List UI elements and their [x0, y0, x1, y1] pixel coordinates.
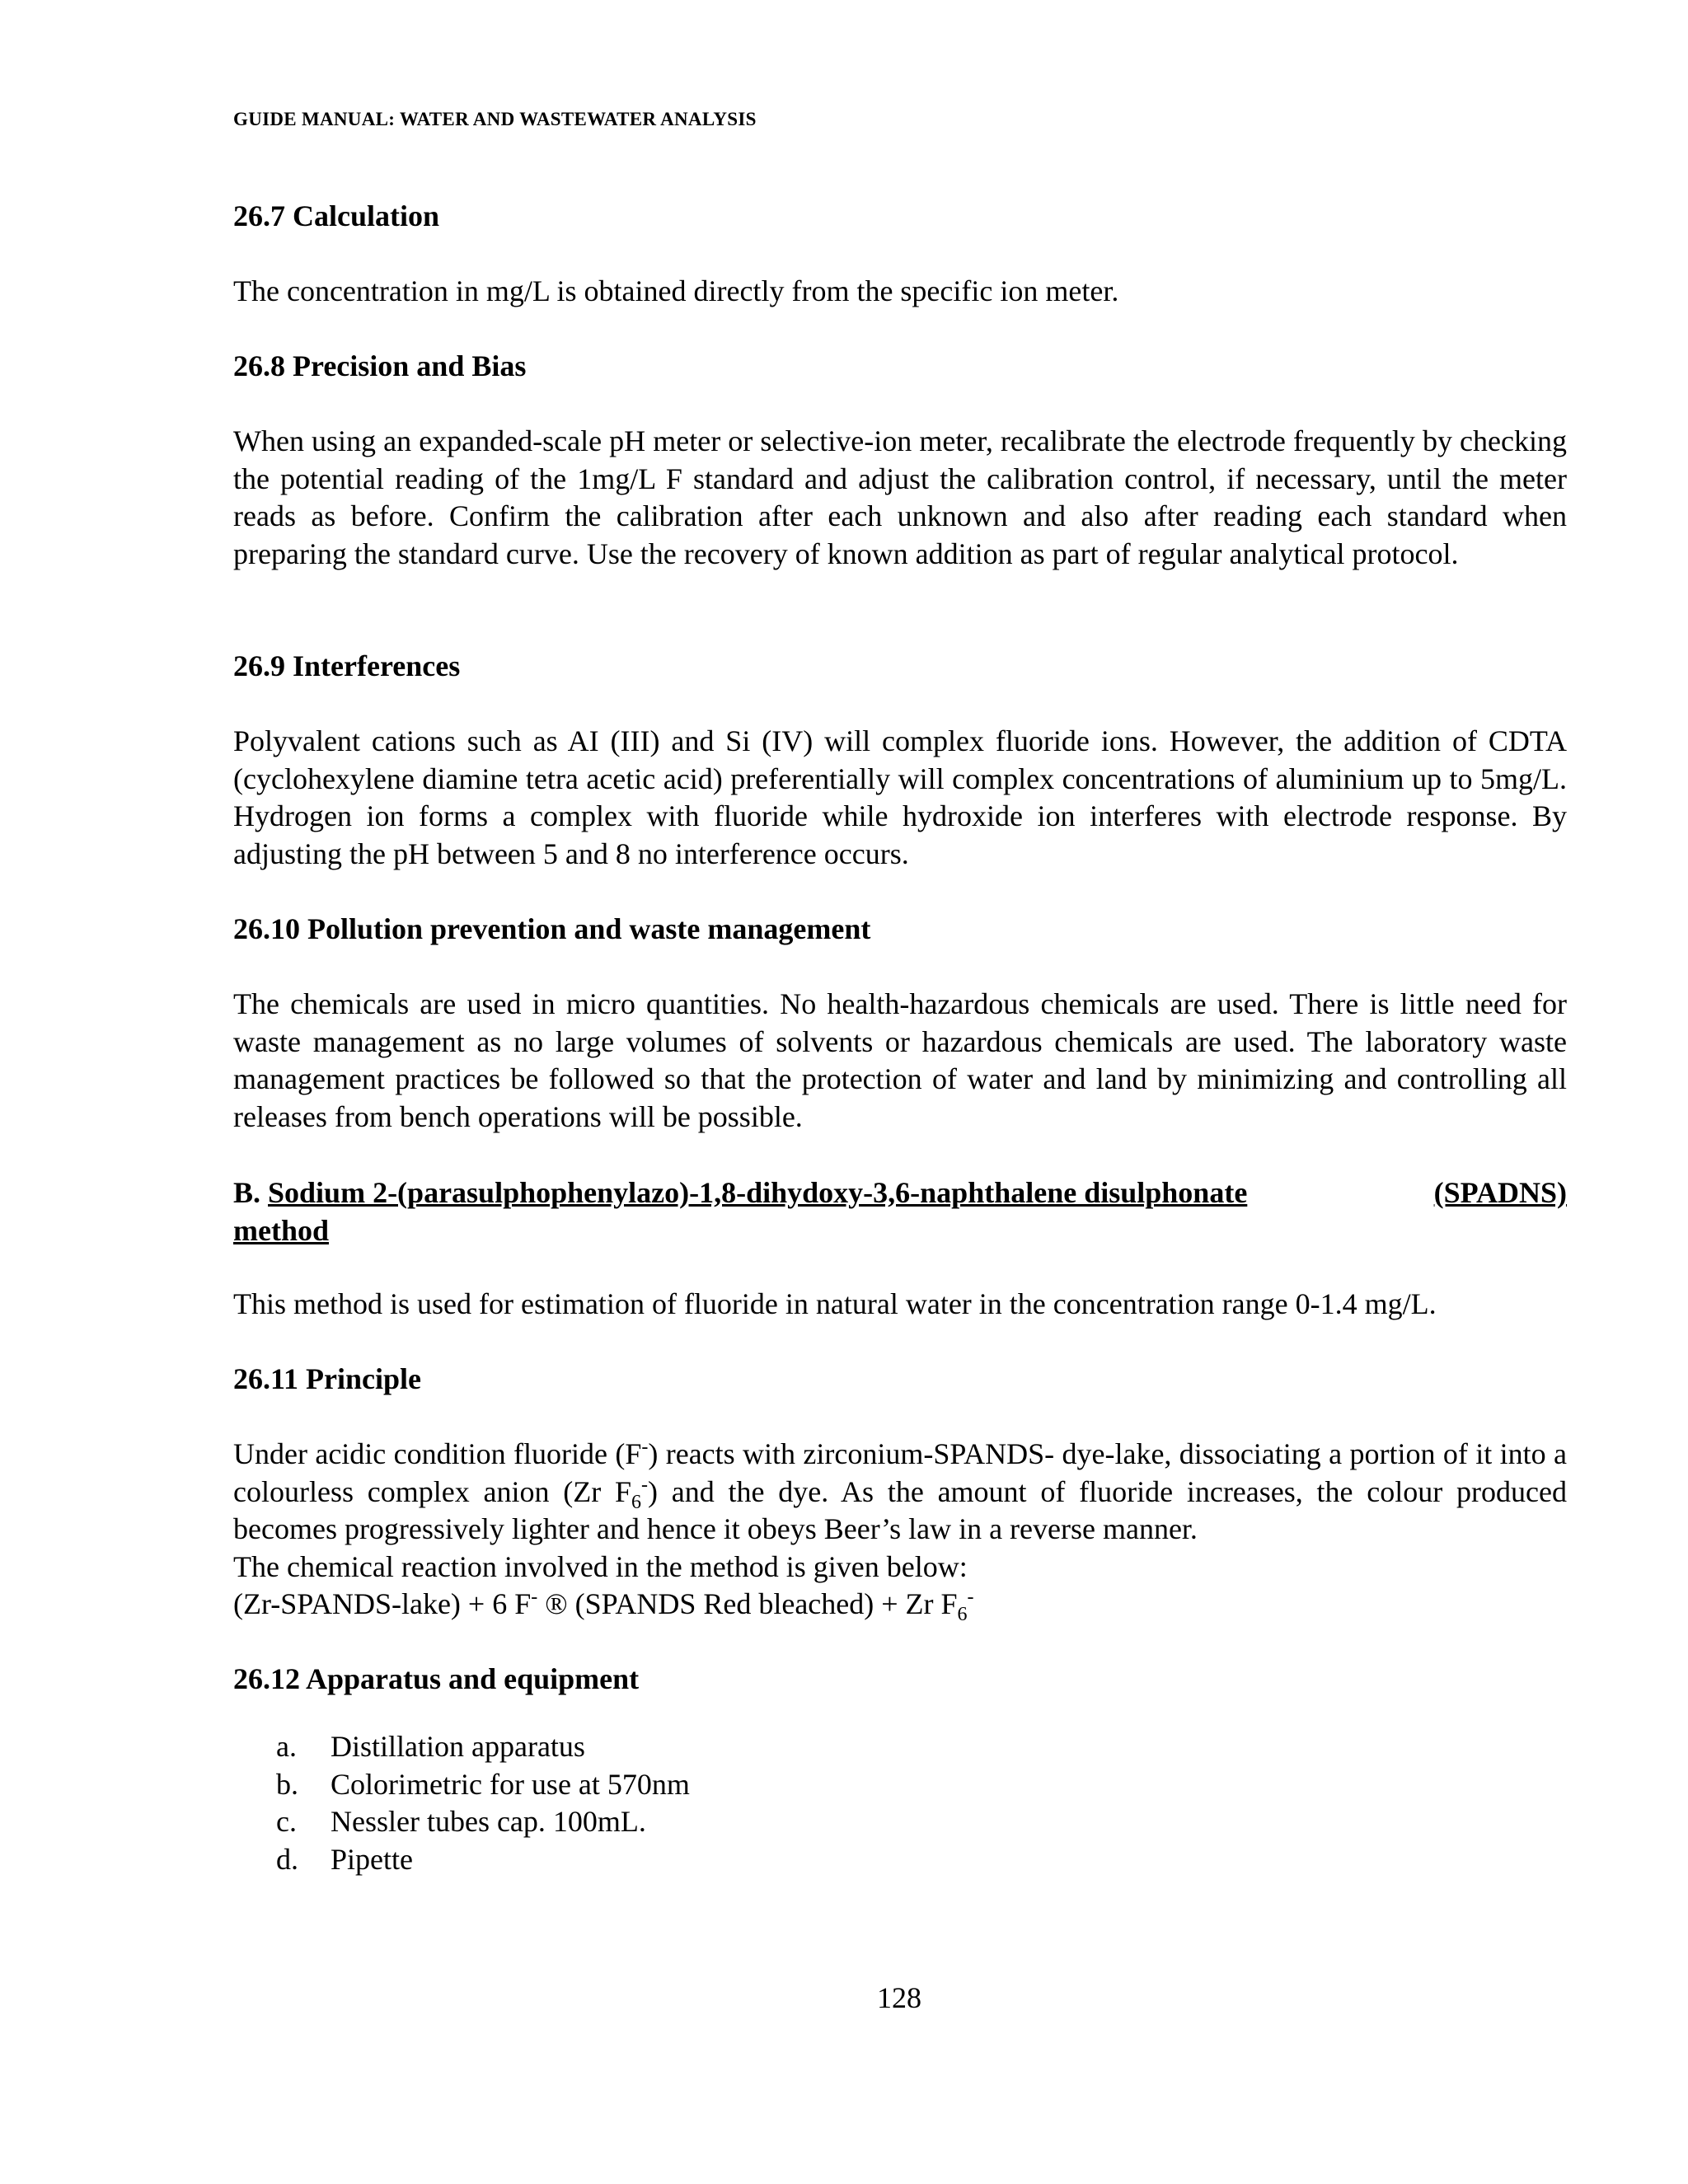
section-26-9: [233, 648, 1567, 684]
section-26-8: [233, 348, 1567, 384]
paragraph: The chemical reaction involved in the method is given below:: [233, 1549, 968, 1583]
section-26-8-body: [233, 423, 1567, 573]
section-heading: 26.12 Apparatus and equipment: [233, 1662, 640, 1695]
paragraph: Under acidic condition fluoride (F-) reacts with zirconium-SPANDS- dye-lake, dissociating a portion of it into a colourless complex anion (Zr $F_6^-$) and the dye. As the amount of fluoride increases, the colour produced becomes progressively lighter and hence it obeys Beer’s law in a reverse manner.: [233, 1436, 1567, 1545]
section-26-7: [233, 198, 1567, 234]
section-26-7-body: [233, 273, 1567, 311]
section-heading: 26.11 Principle: [233, 1362, 421, 1395]
section-26-12: [233, 1661, 1567, 1697]
apparatus-list: [276, 1728, 690, 1878]
method-title-part1: Sodium 2-(parasulphophenylazo)-1,8-dihydoxy-3,6-naphthalene disulphonate: [268, 1176, 1248, 1209]
section-26-9-body: [233, 723, 1567, 873]
paragraph: This method is used for estimation of fluoride in natural water in the concentration range 0-1.4 mg/L.: [233, 1287, 1437, 1320]
list-item: d. Pipette: [276, 1842, 413, 1876]
page-number: 128: [877, 1981, 921, 2014]
section-26-11: [233, 1361, 1567, 1397]
section-heading: 26.7 Calculation: [233, 199, 440, 232]
paragraph: When using an expanded-scale pH meter or selective-ion meter, recalibrate the electrode frequently by checking the potential reading of the 1mg/L F standard and adjust the calibration control, if necessary, until the meter reads as before. Confirm the calibration after each unknown and also after reading each standard when preparing the standard curve. Use the recovery of known addition as part of regular analytical protocol.: [233, 424, 1567, 570]
paragraph: The chemicals are used in micro quantities. No health-hazardous chemicals are used. There is little need for waste management as no large volumes of solvents or hazardous chemicals are used. The laboratory waste management practices be followed so that the protection of water and land by minimizing and controlling all releases from bench operations will be possible.: [233, 987, 1567, 1133]
reaction-equation: (Zr-SPANDS-lake) + 6 F- ® (SPANDS Red bleached) + Zr $F_6^-$: [233, 1586, 974, 1626]
list-item: a. Distillation apparatus: [276, 1730, 585, 1763]
section-heading: 26.8 Precision and Bias: [233, 349, 527, 382]
list-item: c. Nessler tubes cap. 100mL.: [276, 1805, 646, 1838]
method-title-line2: method: [233, 1214, 329, 1247]
section-heading: 26.9 Interferences: [233, 649, 461, 682]
paragraph: Polyvalent cations such as AI (III) and Si (IV) will complex fluoride ions. However, the addition of CDTA (cyclohexylene diamine tetra acetic acid) preferentially will complex concentrations of aluminium up to 5mg/L. Hydrogen ion forms a complex with fluoride while hydroxide ion interferes with electrode response. By adjusting the pH between 5 and 8 no interference occurs.: [233, 724, 1567, 870]
running-header: GUIDE MANUAL: WATER AND WASTEWATER ANALYSIS: [233, 109, 757, 129]
method-prefix: B.: [233, 1176, 261, 1209]
section-heading: 26.10 Pollution prevention and waste management: [233, 912, 871, 945]
list-item: b. Colorimetric for use at 570nm: [276, 1767, 690, 1801]
section-26-11-body: [233, 1436, 1567, 1624]
method-title-part2: (SPADNS): [1433, 1176, 1567, 1209]
method-b-body: [233, 1286, 1567, 1324]
method-b-title: [233, 1174, 1567, 1249]
section-26-10-body: [233, 986, 1567, 1136]
section-26-10: [233, 911, 1567, 947]
paragraph: The concentration in mg/L is obtained directly from the specific ion meter.: [233, 274, 1119, 307]
